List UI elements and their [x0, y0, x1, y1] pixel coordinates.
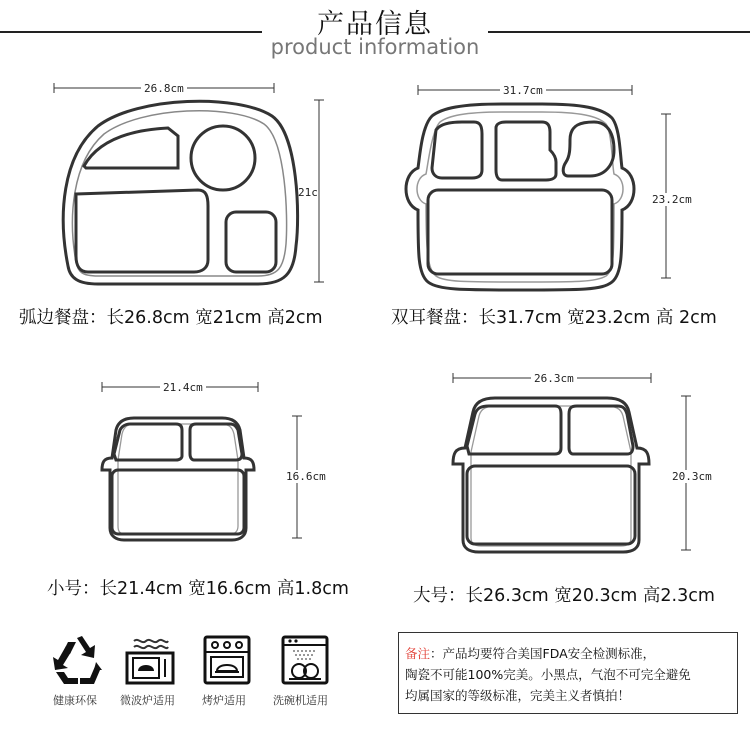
arc-plate-caption: 弧边餐盘：长26.8cm 宽21cm 高2cm — [19, 308, 323, 328]
microwave-label: 微波炉适用 — [120, 694, 175, 707]
note-box — [398, 632, 738, 714]
note-line-3: 均属国家的等级标准，完美主义者慎拍！ — [405, 688, 631, 703]
dishwasher-icon — [281, 635, 331, 687]
note-line-2: 陶瓷不可能100%完美。小黑点，气泡不可完全避免 — [405, 667, 691, 682]
large-plate-caption: 大号：长26.3cm 宽20.3cm 高2.3cm — [413, 586, 715, 606]
small-plate-caption: 小号：长21.4cm 宽16.6cm 高1.8cm — [47, 579, 349, 599]
microwave-icon — [124, 635, 178, 687]
small-plate-height-label: 16.6cm — [286, 470, 326, 483]
small-plate-width-label: 21.4cm — [160, 381, 206, 394]
large-plate-height-label: 20.3cm — [672, 470, 712, 483]
note-line-1 — [405, 643, 737, 664]
oven-label: 烤炉适用 — [202, 694, 246, 707]
large-plate-width-label: 26.3cm — [531, 372, 577, 385]
ear-plate-width-label: 31.7cm — [500, 84, 546, 97]
ear-plate-drawing — [402, 104, 638, 294]
page-subtitle: product information — [270, 35, 480, 59]
small-plate-drawing — [98, 414, 258, 544]
ear-plate-caption: 双耳餐盘：长31.7cm 宽23.2cm 高 2cm — [391, 308, 717, 328]
recycle-icon — [50, 636, 104, 686]
large-plate-drawing — [451, 394, 651, 556]
recycle-label: 健康环保 — [53, 694, 97, 707]
page-title: 产品信息 — [317, 9, 433, 40]
note-prefix: 备注 — [405, 646, 431, 661]
arc-plate-width-label: 26.8cm — [141, 82, 187, 95]
arc-plate-drawing — [58, 96, 308, 296]
oven-icon — [203, 635, 253, 687]
arc-plate-height-label: 21c — [298, 186, 318, 199]
ear-plate-height-label: 23.2cm — [652, 193, 692, 206]
note-line-1-text: ：产品均要符合美国FDA安全检测标准， — [430, 646, 656, 661]
dishwasher-label: 洗碗机适用 — [273, 694, 328, 707]
